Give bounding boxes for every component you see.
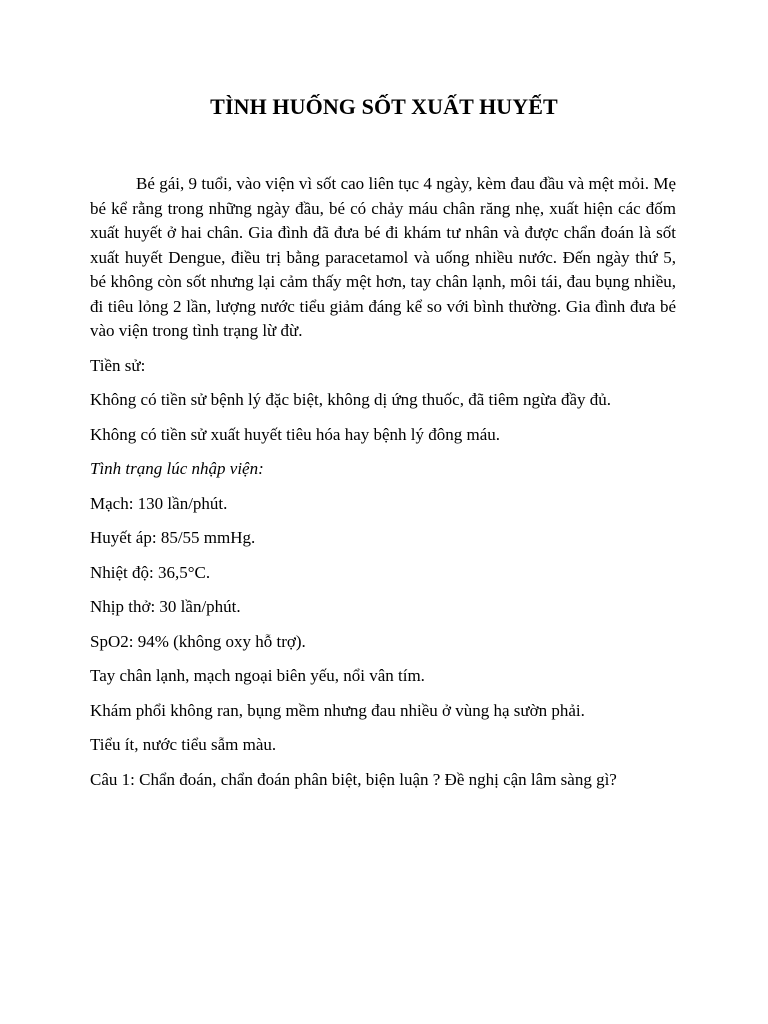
- history-line: Không có tiền sử xuất huyết tiêu hóa hay bệnh lý đông máu.: [90, 424, 501, 444]
- document-body: [90, 172, 676, 802]
- document-title: TÌNH HUỐNG SỐT XUẤT HUYẾT: [210, 94, 558, 119]
- admission-blood-pressure: Huyết áp: 85/55 mmHg.: [90, 528, 256, 547]
- admission-extremities: Tay chân lạnh, mạch ngoại biên yếu, nổi vân tím.: [90, 666, 425, 685]
- history-line: Không có tiền sử bệnh lý đặc biệt, không dị ứng thuốc, đã tiêm ngừa đầy đủ.: [90, 390, 612, 409]
- admission-heading: Tình trạng lúc nhập viện:: [90, 459, 264, 478]
- question-1: Câu 1: Chẩn đoán, chẩn đoán phân biệt, biện luận ? Đề nghị cận lâm sàng gì?: [90, 769, 617, 789]
- history-heading: Tiền sử:: [90, 355, 146, 375]
- admission-exam: Khám phổi không ran, bụng mềm nhưng đau nhiều ở vùng hạ sườn phải.: [90, 700, 585, 720]
- admission-temperature: Nhiệt độ: 36,5°C.: [90, 562, 211, 582]
- admission-urine: Tiểu ít, nước tiểu sẫm màu.: [90, 735, 277, 754]
- admission-pulse: Mạch: 130 lần/phút.: [90, 493, 228, 513]
- admission-respiratory-rate: Nhịp thở: 30 lần/phút.: [90, 597, 241, 616]
- case-intro-paragraph: Bé gái, 9 tuổi, vào viện vì sốt cao liên tục 4 ngày, kèm đau đầu và mệt mỏi. Mẹ bé kể rằng trong những ngày đầu, bé có chảy máu chân răng nhẹ, xuất hiện các đốm xuất huyết ở hai chân. Gia đình đã đưa bé đi khám tư nhân và được chẩn đoán là sốt xuất huyết Dengue, điều trị bằng paracetamol và uống nhiều nước. Đến ngày thứ 5, bé không còn sốt nhưng lại cảm thấy mệt hơn, tay chân lạnh, môi tái, đau bụng nhiều, đi tiêu lỏng 2 lần, lượng nước tiểu giảm đáng kể so với bình thường. Gia đình đưa bé vào viện trong tình trạng lừ đừ.: [90, 174, 676, 340]
- admission-spo2: SpO2: 94% (không oxy hỗ trợ).: [90, 631, 306, 651]
